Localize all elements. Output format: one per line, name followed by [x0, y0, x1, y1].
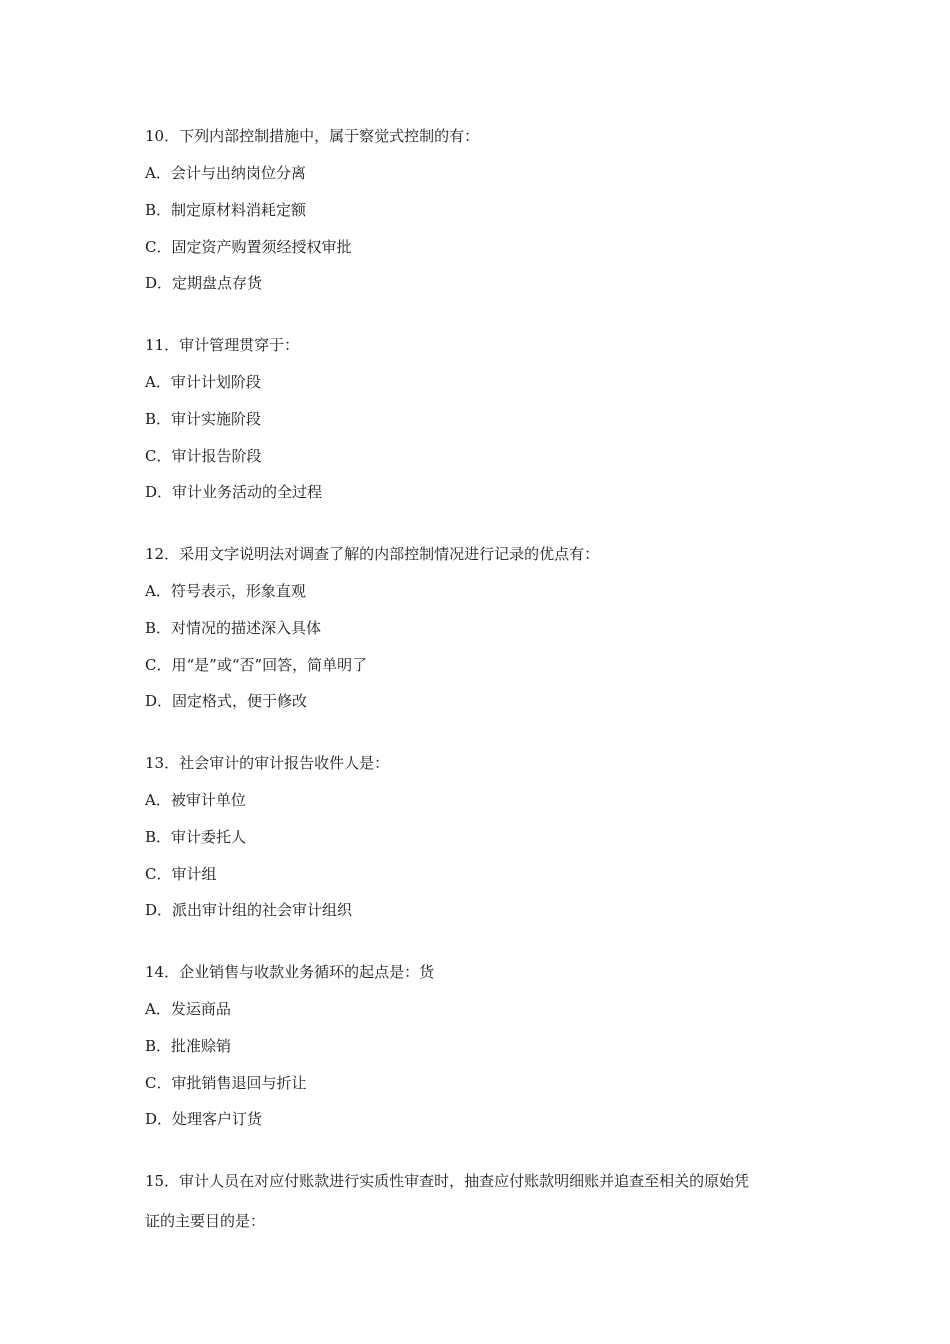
- question-12-stem: 12．采用文字说明法对调查了解的内部控制情况进行记录的优点有：: [145, 545, 600, 563]
- question-11-option-d: D．审计业务活动的全过程: [145, 483, 323, 501]
- question-12-option-a: A．符号表示，形象直观: [145, 582, 306, 600]
- question-11-option-b: B．审计实施阶段: [145, 410, 262, 428]
- question-10-option-a: A．会计与出纳岗位分离: [145, 164, 306, 182]
- question-15-stem-line-1: 15．审计人员在对应付账款进行实质性审查时，抽查应付账款明细账并追查至相关的原始凭: [145, 1172, 750, 1190]
- question-13-option-a: A．被审计单位: [145, 791, 246, 809]
- question-11-stem: 11．审计管理贯穿于：: [145, 336, 300, 354]
- question-11-option-a: A．审计计划阶段: [145, 373, 261, 391]
- question-10-option-b: B．制定原材料消耗定额: [145, 201, 307, 219]
- question-10-option-c: C．固定资产购置须经授权审批: [145, 238, 352, 256]
- question-10-option-d: D．定期盘点存货: [145, 274, 263, 292]
- question-13-option-d: D．派出审计组的社会审计组织: [145, 901, 353, 919]
- question-14-stem: 14．企业销售与收款业务循环的起点是：货: [145, 963, 435, 981]
- question-13-option-c: C．审计组: [145, 865, 217, 883]
- question-12-option-b: B．对情况的描述深入具体: [145, 619, 322, 637]
- question-13-option-b: B．审计委托人: [145, 828, 247, 846]
- question-12-option-d: D．固定格式，便于修改: [145, 692, 308, 710]
- question-13-stem: 13．社会审计的审计报告收件人是：: [145, 754, 390, 772]
- question-10-stem: 10．下列内部控制措施中，属于察觉式控制的有：: [145, 127, 480, 145]
- question-14-option-a: A．发运商品: [145, 1000, 231, 1018]
- question-14-option-c: C．审批销售退回与折让: [145, 1074, 307, 1092]
- question-15-stem-line-2: 证的主要目的是：: [145, 1212, 266, 1230]
- question-14-option-d: D．处理客户订货: [145, 1110, 263, 1128]
- question-12-option-c: C．用“是”或“否”回答，简单明了: [145, 656, 368, 674]
- question-14-option-b: B．批准赊销: [145, 1037, 232, 1055]
- question-11-option-c: C．审计报告阶段: [145, 447, 262, 465]
